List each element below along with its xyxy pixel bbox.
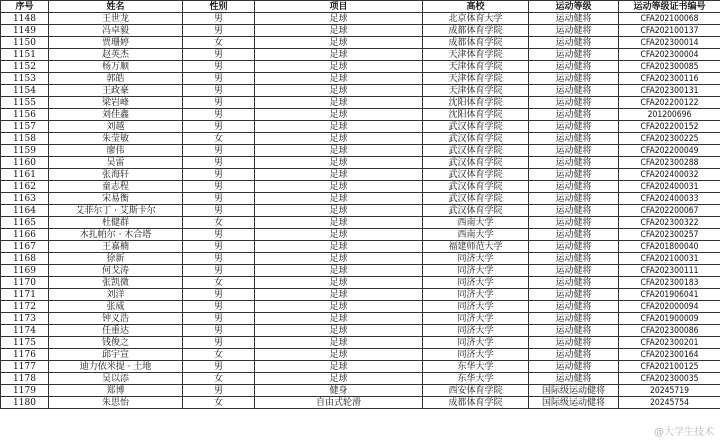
cell-gender: 男 [183, 13, 255, 25]
cell-school: 东华大学 [423, 373, 529, 385]
cell-gender: 男 [183, 289, 255, 301]
cell-cert-number: CFA202300004 [619, 49, 720, 61]
cell-gender: 男 [183, 385, 255, 397]
cell-level: 运动健将 [529, 229, 619, 241]
table-row [1, 385, 720, 397]
cell-school: 同济大学 [423, 277, 529, 289]
cell-cert-number: CFA202200049 [619, 145, 720, 157]
cell-cert-number: CFA202300035 [619, 373, 720, 385]
cell-sport: 足球 [255, 253, 423, 265]
cell-name: 吴以添 [49, 373, 183, 385]
watermark: @大学生技术 [654, 427, 714, 438]
cell-name: 刘洋 [49, 289, 183, 301]
cell-id: 1180 [1, 397, 49, 409]
cell-sport: 足球 [255, 241, 423, 253]
cell-id: 1161 [1, 169, 49, 181]
cell-id: 1151 [1, 49, 49, 61]
cell-sport: 足球 [255, 301, 423, 313]
cell-id: 1149 [1, 25, 49, 37]
cell-sport: 足球 [255, 13, 423, 25]
cell-school: 同济大学 [423, 313, 529, 325]
cell-id: 1164 [1, 205, 49, 217]
cell-name: 郑博 [49, 385, 183, 397]
table-row [1, 349, 720, 361]
cell-cert-number: CFA202300183 [619, 277, 720, 289]
cell-level: 运动健将 [529, 253, 619, 265]
cell-gender: 男 [183, 241, 255, 253]
table-row [1, 145, 720, 157]
cell-school: 同济大学 [423, 337, 529, 349]
header-id: 序号 [1, 1, 49, 13]
cell-cert-number: 20245754 [619, 397, 720, 409]
cell-school: 天津体育学院 [423, 61, 529, 73]
table-row [1, 109, 720, 121]
cell-cert-number: CFA202300014 [619, 37, 720, 49]
cell-gender: 女 [183, 373, 255, 385]
table-row [1, 337, 720, 349]
cell-cert-number: CFA202100068 [619, 13, 720, 25]
table-row [1, 133, 720, 145]
cell-sport: 足球 [255, 73, 423, 85]
cell-gender: 男 [183, 169, 255, 181]
cell-id: 1166 [1, 229, 49, 241]
cell-cert-number: CFA202400032 [619, 169, 720, 181]
cell-school: 同济大学 [423, 265, 529, 277]
cell-cert-number: CFA202300086 [619, 325, 720, 337]
cell-name: 王世龙 [49, 13, 183, 25]
cell-id: 1159 [1, 145, 49, 157]
cell-name: 赵英杰 [49, 49, 183, 61]
cell-level: 运动健将 [529, 289, 619, 301]
cell-gender: 男 [183, 205, 255, 217]
cell-sport: 足球 [255, 145, 423, 157]
cell-level: 运动健将 [529, 181, 619, 193]
table-row [1, 169, 720, 181]
cell-level: 国际级运动健将 [529, 397, 619, 409]
cell-gender: 男 [183, 145, 255, 157]
cell-level: 运动健将 [529, 133, 619, 145]
table-row [1, 181, 720, 193]
cell-sport: 足球 [255, 313, 423, 325]
cell-school: 武汉体育学院 [423, 205, 529, 217]
cell-sport: 足球 [255, 277, 423, 289]
cell-gender: 男 [183, 265, 255, 277]
cell-name: 迪力依米提 · 土地 [49, 361, 183, 373]
table-row [1, 277, 720, 289]
cell-level: 运动健将 [529, 361, 619, 373]
cell-id: 1176 [1, 349, 49, 361]
cell-school: 北京体育大学 [423, 13, 529, 25]
table-row [1, 301, 720, 313]
cell-id: 1153 [1, 73, 49, 85]
cell-name: 王嘉楠 [49, 241, 183, 253]
cell-id: 1154 [1, 85, 49, 97]
cell-cert-number: 201200696 [619, 109, 720, 121]
cell-name: 王政豪 [49, 85, 183, 97]
cell-name: 木扎帕尔 · 木合塔 [49, 229, 183, 241]
cell-level: 运动健将 [529, 61, 619, 73]
cell-id: 1163 [1, 193, 49, 205]
cell-name: 朱莹敏 [49, 133, 183, 145]
cell-school: 武汉体育学院 [423, 169, 529, 181]
cell-name: 郭皓 [49, 73, 183, 85]
cell-sport: 足球 [255, 325, 423, 337]
cell-cert-number: CFA202200122 [619, 97, 720, 109]
cell-gender: 男 [183, 121, 255, 133]
table-row [1, 289, 720, 301]
cell-id: 1160 [1, 157, 49, 169]
cell-level: 运动健将 [529, 145, 619, 157]
cell-name: 刘越 [49, 121, 183, 133]
cell-id: 1179 [1, 385, 49, 397]
cell-sport: 足球 [255, 157, 423, 169]
cell-cert-number: CFA202200067 [619, 205, 720, 217]
table-row [1, 193, 720, 205]
cell-name: 吴雷 [49, 157, 183, 169]
cell-sport: 足球 [255, 337, 423, 349]
cell-level: 运动健将 [529, 97, 619, 109]
table-row [1, 325, 720, 337]
cell-school: 武汉体育学院 [423, 193, 529, 205]
table-row [1, 253, 720, 265]
cell-level: 运动健将 [529, 121, 619, 133]
cell-gender: 男 [183, 193, 255, 205]
cell-sport: 足球 [255, 169, 423, 181]
cell-id: 1178 [1, 373, 49, 385]
cell-cert-number: CFA202300116 [619, 73, 720, 85]
cell-sport: 足球 [255, 97, 423, 109]
cell-name: 廖伟 [49, 145, 183, 157]
cell-school: 同济大学 [423, 349, 529, 361]
cell-school: 同济大学 [423, 325, 529, 337]
cell-cert-number: CFA202300225 [619, 133, 720, 145]
cell-cert-number: CFA202300201 [619, 337, 720, 349]
cell-level: 运动健将 [529, 241, 619, 253]
cell-level: 运动健将 [529, 325, 619, 337]
header-gender: 性别 [183, 1, 255, 13]
cell-name: 艾菲尔丁 · 艾斯卡尔 [49, 205, 183, 217]
cell-school: 武汉体育学院 [423, 133, 529, 145]
cell-id: 1172 [1, 301, 49, 313]
cell-gender: 男 [183, 301, 255, 313]
cell-school: 同济大学 [423, 289, 529, 301]
cell-sport: 足球 [255, 289, 423, 301]
cell-gender: 男 [183, 157, 255, 169]
cell-cert-number: CFA202400033 [619, 193, 720, 205]
cell-level: 运动健将 [529, 25, 619, 37]
table-row [1, 121, 720, 133]
table-row [1, 97, 720, 109]
cell-id: 1148 [1, 13, 49, 25]
cell-id: 1169 [1, 265, 49, 277]
table-row [1, 373, 720, 385]
cell-id: 1155 [1, 97, 49, 109]
header-row [1, 1, 720, 13]
table-row [1, 397, 720, 409]
cell-sport: 足球 [255, 49, 423, 61]
cell-gender: 男 [183, 25, 255, 37]
cell-gender: 男 [183, 97, 255, 109]
cell-sport: 健身 [255, 385, 423, 397]
cell-name: 钟义浩 [49, 313, 183, 325]
table-row [1, 157, 720, 169]
cell-name: 童志程 [49, 181, 183, 193]
cell-sport: 足球 [255, 373, 423, 385]
cell-name: 钱俊之 [49, 337, 183, 349]
cell-gender: 男 [183, 325, 255, 337]
table-row [1, 241, 720, 253]
cell-sport: 足球 [255, 85, 423, 97]
cell-school: 沈阳体育学院 [423, 109, 529, 121]
cell-id: 1167 [1, 241, 49, 253]
cell-cert-number: CFA202300322 [619, 217, 720, 229]
cell-cert-number: CFA202100125 [619, 361, 720, 373]
cell-name: 朱思怡 [49, 397, 183, 409]
cell-gender: 男 [183, 313, 255, 325]
cell-sport: 足球 [255, 193, 423, 205]
cell-id: 1157 [1, 121, 49, 133]
cell-level: 运动健将 [529, 373, 619, 385]
cell-level: 运动健将 [529, 193, 619, 205]
cell-cert-number: CFA202300131 [619, 85, 720, 97]
cell-id: 1156 [1, 109, 49, 121]
cell-name: 何戈涛 [49, 265, 183, 277]
cell-gender: 男 [183, 229, 255, 241]
cell-name: 杜健群 [49, 217, 183, 229]
cell-cert-number: CFA202300164 [619, 349, 720, 361]
cell-cert-number: CFA202100137 [619, 25, 720, 37]
cell-cert-number: CFA202200152 [619, 121, 720, 133]
table-row [1, 49, 720, 61]
cell-gender: 女 [183, 133, 255, 145]
cell-name: 冯卓毅 [49, 25, 183, 37]
cell-name: 张海轩 [49, 169, 183, 181]
cell-cert-number: CFA202300257 [619, 229, 720, 241]
cell-school: 武汉体育学院 [423, 181, 529, 193]
cell-id: 1158 [1, 133, 49, 145]
cell-id: 1162 [1, 181, 49, 193]
cell-gender: 男 [183, 73, 255, 85]
cell-name: 刘佳鑫 [49, 109, 183, 121]
cell-level: 运动健将 [529, 277, 619, 289]
cell-school: 武汉体育学院 [423, 121, 529, 133]
cell-level: 运动健将 [529, 169, 619, 181]
cell-school: 天津体育学院 [423, 85, 529, 97]
cell-name: 邱宇宣 [49, 349, 183, 361]
cell-sport: 足球 [255, 109, 423, 121]
cell-cert-number: CFA202300111 [619, 265, 720, 277]
cell-school: 成都体育学院 [423, 25, 529, 37]
cell-level: 运动健将 [529, 13, 619, 25]
cell-school: 成都体育学院 [423, 37, 529, 49]
cell-sport: 足球 [255, 205, 423, 217]
cell-sport: 足球 [255, 133, 423, 145]
table-row [1, 37, 720, 49]
cell-gender: 女 [183, 397, 255, 409]
cell-gender: 男 [183, 337, 255, 349]
cell-sport: 足球 [255, 61, 423, 73]
cell-school: 西南大学 [423, 217, 529, 229]
cell-name: 张凯微 [49, 277, 183, 289]
cell-sport: 足球 [255, 25, 423, 37]
cell-id: 1150 [1, 37, 49, 49]
cell-level: 运动健将 [529, 85, 619, 97]
cell-school: 福建师范大学 [423, 241, 529, 253]
cell-sport: 足球 [255, 217, 423, 229]
cell-gender: 男 [183, 49, 255, 61]
cell-sport: 足球 [255, 361, 423, 373]
cell-gender: 女 [183, 277, 255, 289]
cell-cert-number: CFA201906041 [619, 289, 720, 301]
cell-school: 同济大学 [423, 301, 529, 313]
cell-gender: 男 [183, 61, 255, 73]
cell-gender: 男 [183, 109, 255, 121]
cell-school: 西安体育学院 [423, 385, 529, 397]
cell-sport: 足球 [255, 37, 423, 49]
cell-id: 1152 [1, 61, 49, 73]
cell-gender: 男 [183, 361, 255, 373]
cell-name: 徐新 [49, 253, 183, 265]
cell-cert-number: CFA202100031 [619, 253, 720, 265]
cell-level: 运动健将 [529, 109, 619, 121]
cell-name: 贾珊婷 [49, 37, 183, 49]
cell-school: 武汉体育学院 [423, 157, 529, 169]
cell-level: 运动健将 [529, 265, 619, 277]
cell-school: 同济大学 [423, 253, 529, 265]
cell-school: 沈阳体育学院 [423, 97, 529, 109]
header-school: 高校 [423, 1, 529, 13]
cell-id: 1174 [1, 325, 49, 337]
cell-cert-number: CFA202300288 [619, 157, 720, 169]
cell-level: 运动健将 [529, 217, 619, 229]
cell-sport: 足球 [255, 121, 423, 133]
cell-level: 运动健将 [529, 73, 619, 85]
cell-id: 1171 [1, 289, 49, 301]
cell-gender: 男 [183, 85, 255, 97]
cell-id: 1175 [1, 337, 49, 349]
table-row [1, 25, 720, 37]
cell-level: 运动健将 [529, 49, 619, 61]
cell-id: 1170 [1, 277, 49, 289]
header-level: 运动等级 [529, 1, 619, 13]
table-row [1, 85, 720, 97]
cell-id: 1173 [1, 313, 49, 325]
cell-level: 运动健将 [529, 301, 619, 313]
cell-name: 杨万顺 [49, 61, 183, 73]
cell-cert-number: CFA202400031 [619, 181, 720, 193]
cell-school: 东华大学 [423, 361, 529, 373]
cell-name: 梁岩峰 [49, 97, 183, 109]
table-row [1, 205, 720, 217]
table-row [1, 313, 720, 325]
cell-gender: 男 [183, 181, 255, 193]
cell-sport: 自由式轮滑 [255, 397, 423, 409]
cell-id: 1177 [1, 361, 49, 373]
cell-cert-number: CFA201900009 [619, 313, 720, 325]
cell-sport: 足球 [255, 181, 423, 193]
cell-name: 宋易衡 [49, 193, 183, 205]
header-name: 姓名 [49, 1, 183, 13]
cell-cert-number: 20245719 [619, 385, 720, 397]
cell-id: 1168 [1, 253, 49, 265]
cell-id: 1165 [1, 217, 49, 229]
cell-level: 运动健将 [529, 37, 619, 49]
cell-school: 天津体育学院 [423, 73, 529, 85]
table-row [1, 73, 720, 85]
cell-name: 任重达 [49, 325, 183, 337]
cell-gender: 女 [183, 349, 255, 361]
cell-gender: 男 [183, 253, 255, 265]
cell-name: 张威 [49, 301, 183, 313]
cell-level: 运动健将 [529, 313, 619, 325]
cell-gender: 女 [183, 37, 255, 49]
cell-sport: 足球 [255, 265, 423, 277]
cell-school: 天津体育学院 [423, 49, 529, 61]
table-row [1, 361, 720, 373]
table-row [1, 61, 720, 73]
cell-level: 运动健将 [529, 337, 619, 349]
cell-sport: 足球 [255, 229, 423, 241]
cell-school: 武汉体育学院 [423, 145, 529, 157]
cell-level: 运动健将 [529, 349, 619, 361]
cell-gender: 女 [183, 217, 255, 229]
cell-school: 成都体育学院 [423, 397, 529, 409]
cell-level: 运动健将 [529, 205, 619, 217]
header-sport: 项目 [255, 1, 423, 13]
cell-sport: 足球 [255, 349, 423, 361]
table-row [1, 217, 720, 229]
table-row [1, 265, 720, 277]
header-cert-number: 运动等级证书编号 [619, 1, 720, 13]
cell-cert-number: CFA202000094 [619, 301, 720, 313]
table-row [1, 13, 720, 25]
cell-school: 西南大学 [423, 229, 529, 241]
cell-cert-number: CFA202300085 [619, 61, 720, 73]
table-row [1, 229, 720, 241]
cell-cert-number: CFA201800040 [619, 241, 720, 253]
cell-level: 国际级运动健将 [529, 385, 619, 397]
cell-level: 运动健将 [529, 157, 619, 169]
